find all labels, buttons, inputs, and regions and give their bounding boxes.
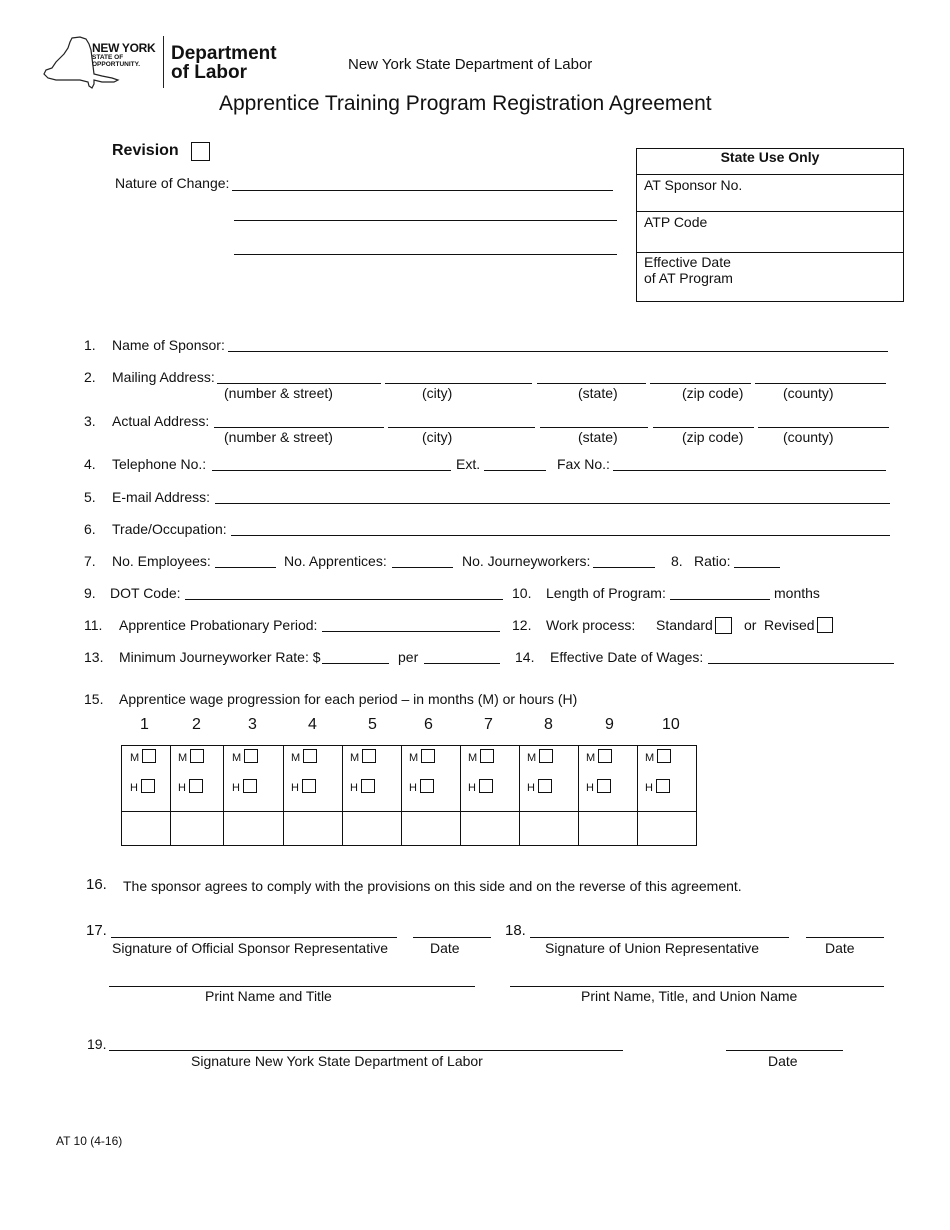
rate-period-input[interactable] [424, 663, 500, 664]
field-13-number: 13. [84, 649, 104, 665]
period-10-hours-checkbox[interactable] [656, 779, 670, 793]
effective-date-label-1: Effective Date [644, 254, 731, 270]
field-19-number: 19. [87, 1036, 107, 1052]
actual-state-caption: (state) [578, 429, 618, 445]
period-10-unit-cell [638, 746, 697, 812]
period-5-months-checkbox[interactable] [362, 749, 376, 763]
period-7-unit-cell [461, 746, 520, 812]
field-9-number: 9. [84, 585, 96, 601]
no-journeyworkers-input[interactable] [593, 567, 655, 568]
mailing-street-input[interactable] [217, 383, 381, 384]
no-apprentices-label: No. Apprentices: [284, 553, 387, 569]
period-1-hours-checkbox[interactable] [141, 779, 155, 793]
period-3-months-checkbox[interactable] [244, 749, 258, 763]
m-label: M [291, 752, 301, 764]
agency-name: New York State Department of Labor [348, 56, 593, 73]
logo-divider [163, 36, 164, 88]
period-3-wage-cell[interactable] [224, 812, 284, 846]
dot-code-label: DOT Code: [110, 585, 181, 601]
length-of-program-label: Length of Program: [546, 585, 666, 601]
h-label: H [586, 782, 594, 794]
min-journeyworker-rate-label: Minimum Journeyworker Rate: $ [119, 649, 321, 665]
page-title: Apprentice Training Program Registration Agreement [219, 92, 712, 115]
period-9-wage-cell[interactable] [579, 812, 638, 846]
logo-dept-line-1: Department [171, 43, 277, 64]
no-journeyworkers-label: No. Journeyworkers: [462, 553, 591, 569]
revision-label: Revision [112, 142, 179, 159]
field-15-number: 15. [84, 691, 104, 707]
fax-label: Fax No.: [557, 456, 610, 472]
period-4-months-checkbox[interactable] [303, 749, 317, 763]
period-header-4: 4 [308, 716, 317, 733]
atp-code-label: ATP Code [644, 214, 708, 230]
period-9-hours-checkbox[interactable] [597, 779, 611, 793]
h-label: H [232, 782, 240, 794]
h-label: H [645, 782, 653, 794]
nature-of-change-label: Nature of Change: [115, 175, 230, 191]
actual-zip-input[interactable] [653, 427, 754, 428]
nys-dol-logo [42, 36, 282, 92]
actual-county-caption: (county) [783, 429, 834, 445]
sponsor-date-caption: Date [430, 940, 460, 956]
email-input[interactable] [215, 503, 890, 504]
sponsor-print-name-line[interactable] [109, 986, 475, 987]
effective-date-wages-label: Effective Date of Wages: [550, 649, 704, 665]
m-label: M [586, 752, 596, 764]
logo-tagline-1: STATE OF [92, 54, 124, 61]
mailing-street-caption: (number & street) [224, 385, 333, 401]
period-header-9: 9 [605, 716, 614, 733]
period-6-hours-checkbox[interactable] [420, 779, 434, 793]
standard-label: Standard [656, 617, 713, 633]
period-5-wage-cell[interactable] [343, 812, 402, 846]
revision-checkbox[interactable] [191, 142, 210, 161]
union-print-name-line[interactable] [510, 986, 884, 987]
period-1-months-checkbox[interactable] [142, 749, 156, 763]
logo-dept-line-2: of Labor [171, 62, 247, 83]
sponsor-signature-line[interactable] [111, 937, 397, 938]
actual-street-input[interactable] [214, 427, 384, 428]
field-2-number: 2. [84, 369, 96, 385]
period-3-hours-checkbox[interactable] [243, 779, 257, 793]
wage-unit-row [122, 746, 697, 812]
field-17-number: 17. [86, 922, 107, 939]
nysdol-date-caption: Date [768, 1053, 798, 1069]
period-2-hours-checkbox[interactable] [189, 779, 203, 793]
period-3-unit-cell [224, 746, 284, 812]
logo-tagline-2: OPPORTUNITY. [92, 61, 141, 68]
revised-label: Revised [764, 617, 815, 633]
telephone-input[interactable] [212, 470, 451, 471]
h-label: H [350, 782, 358, 794]
mailing-address-label: Mailing Address: [112, 369, 215, 385]
nysdol-date-line[interactable] [726, 1050, 843, 1051]
telephone-label: Telephone No.: [112, 456, 207, 472]
probationary-period-label: Apprentice Probationary Period: [119, 617, 318, 633]
field-16-number: 16. [86, 876, 107, 893]
period-8-hours-checkbox[interactable] [538, 779, 552, 793]
field-6-number: 6. [84, 521, 96, 537]
no-employees-label: No. Employees: [112, 553, 211, 569]
nature-of-change-line-1[interactable] [232, 190, 613, 191]
period-8-months-checkbox[interactable] [539, 749, 553, 763]
period-4-unit-cell [284, 746, 343, 812]
union-date-caption: Date [825, 940, 855, 956]
period-9-unit-cell [579, 746, 638, 812]
period-7-wage-cell[interactable] [461, 812, 520, 846]
period-5-hours-checkbox[interactable] [361, 779, 375, 793]
field-1-number: 1. [84, 337, 96, 353]
form-code: AT 10 (4-16) [56, 1134, 123, 1148]
sponsor-date-line[interactable] [413, 937, 491, 938]
h-label: H [178, 782, 186, 794]
mailing-city-input[interactable] [385, 383, 532, 384]
effective-date-wages-input[interactable] [708, 663, 894, 664]
wage-progression-table [121, 745, 697, 846]
mailing-zip-input[interactable] [650, 383, 751, 384]
at-sponsor-no-field[interactable] [637, 175, 903, 212]
trade-occupation-input[interactable] [231, 535, 890, 536]
email-label: E-mail Address: [112, 489, 211, 505]
or-label: or [744, 617, 757, 633]
period-7-months-checkbox[interactable] [480, 749, 494, 763]
per-label: per [398, 649, 419, 665]
period-6-wage-cell[interactable] [402, 812, 461, 846]
period-8-unit-cell [520, 746, 579, 812]
m-label: M [645, 752, 655, 764]
mailing-state-caption: (state) [578, 385, 618, 401]
period-header-6: 6 [424, 716, 433, 733]
fax-input[interactable] [613, 470, 886, 471]
period-10-months-checkbox[interactable] [657, 749, 671, 763]
sponsor-signature-caption: Signature of Official Sponsor Representative [112, 940, 389, 956]
union-print-name-caption: Print Name, Title, and Union Name [581, 988, 798, 1004]
mailing-city-caption: (city) [422, 385, 453, 401]
h-label: H [409, 782, 417, 794]
m-label: M [232, 752, 242, 764]
period-header-3: 3 [248, 716, 257, 733]
actual-city-caption: (city) [422, 429, 453, 445]
actual-street-caption: (number & street) [224, 429, 333, 445]
m-label: M [130, 752, 140, 764]
revised-checkbox[interactable] [817, 617, 833, 633]
state-use-only-box [636, 148, 904, 302]
ratio-input[interactable] [734, 567, 780, 568]
h-label: H [527, 782, 535, 794]
months-label: months [774, 585, 820, 601]
mailing-zip-caption: (zip code) [682, 385, 744, 401]
period-5-unit-cell [343, 746, 402, 812]
period-2-unit-cell [171, 746, 224, 812]
period-2-months-checkbox[interactable] [190, 749, 204, 763]
min-journeyworker-rate-input[interactable] [322, 663, 389, 664]
field-4-number: 4. [84, 456, 96, 472]
period-header-5: 5 [368, 716, 377, 733]
field-7-number: 7. [84, 553, 96, 569]
period-8-wage-cell[interactable] [520, 812, 579, 846]
period-9-months-checkbox[interactable] [598, 749, 612, 763]
field-10-number: 10. [512, 585, 532, 601]
h-label: H [468, 782, 476, 794]
nature-of-change-line-2[interactable] [234, 220, 617, 221]
ext-label: Ext. [456, 456, 481, 472]
period-7-hours-checkbox[interactable] [479, 779, 493, 793]
h-label: H [130, 782, 138, 794]
period-header-8: 8 [544, 716, 553, 733]
nysdol-signature-line[interactable] [109, 1050, 623, 1051]
wage-progression-label: Apprentice wage progression for each period – in months (M) or hours (H) [119, 691, 578, 707]
field-3-number: 3. [84, 413, 96, 429]
m-label: M [468, 752, 478, 764]
mailing-county-caption: (county) [783, 385, 834, 401]
period-2-wage-cell[interactable] [171, 812, 224, 846]
m-label: M [527, 752, 537, 764]
period-header-10: 10 [662, 716, 680, 733]
ratio-label: Ratio: [694, 553, 731, 569]
no-employees-input[interactable] [215, 567, 276, 568]
nature-of-change-line-3[interactable] [234, 254, 617, 255]
trade-occupation-label: Trade/Occupation: [112, 521, 227, 537]
logo-state-name: NEW YORK [92, 41, 156, 55]
state-use-title: State Use Only [720, 149, 820, 165]
h-label: H [291, 782, 299, 794]
actual-zip-caption: (zip code) [682, 429, 744, 445]
effective-date-label-2: of AT Program [644, 270, 733, 286]
m-label: M [178, 752, 188, 764]
actual-city-input[interactable] [388, 427, 535, 428]
dot-code-input[interactable] [185, 599, 503, 600]
union-signature-line[interactable] [530, 937, 789, 938]
field-8-number: 8. [671, 553, 683, 569]
period-6-unit-cell [402, 746, 461, 812]
agreement-statement: The sponsor agrees to comply with the provisions on this side and on the reverse of this agreement. [123, 878, 742, 894]
period-4-wage-cell[interactable] [284, 812, 343, 846]
ext-input[interactable] [484, 470, 546, 471]
union-date-line[interactable] [806, 937, 884, 938]
wage-value-row [122, 812, 697, 846]
name-of-sponsor-input[interactable] [228, 351, 888, 352]
probationary-period-input[interactable] [322, 631, 500, 632]
period-header-1: 1 [140, 716, 149, 733]
period-header-7: 7 [484, 716, 493, 733]
atp-code-field[interactable] [637, 212, 903, 253]
field-11-number: 11. [84, 617, 103, 633]
standard-checkbox[interactable] [715, 617, 732, 634]
no-apprentices-input[interactable] [392, 567, 453, 568]
nysdol-signature-caption: Signature New York State Department of Labor [191, 1053, 483, 1069]
name-of-sponsor-label: Name of Sponsor: [112, 337, 225, 353]
period-1-wage-cell[interactable] [122, 812, 171, 846]
union-signature-caption: Signature of Union Representative [545, 940, 760, 956]
field-14-number: 14. [515, 649, 535, 665]
effective-date-field[interactable] [637, 253, 903, 301]
at-sponsor-no-label: AT Sponsor No. [644, 177, 743, 193]
m-label: M [350, 752, 360, 764]
sponsor-print-name-caption: Print Name and Title [205, 988, 332, 1004]
actual-state-input[interactable] [540, 427, 648, 428]
work-process-label: Work process: [546, 617, 636, 633]
field-18-number: 18. [505, 922, 526, 939]
actual-county-input[interactable] [758, 427, 889, 428]
field-12-number: 12. [512, 617, 532, 633]
period-1-unit-cell [122, 746, 171, 812]
mailing-county-input[interactable] [755, 383, 886, 384]
m-label: M [409, 752, 419, 764]
length-of-program-input[interactable] [670, 599, 770, 600]
period-10-wage-cell[interactable] [638, 812, 697, 846]
field-5-number: 5. [84, 489, 96, 505]
actual-address-label: Actual Address: [112, 413, 210, 429]
period-header-2: 2 [192, 716, 201, 733]
mailing-state-input[interactable] [537, 383, 646, 384]
period-6-months-checkbox[interactable] [421, 749, 435, 763]
period-4-hours-checkbox[interactable] [302, 779, 316, 793]
